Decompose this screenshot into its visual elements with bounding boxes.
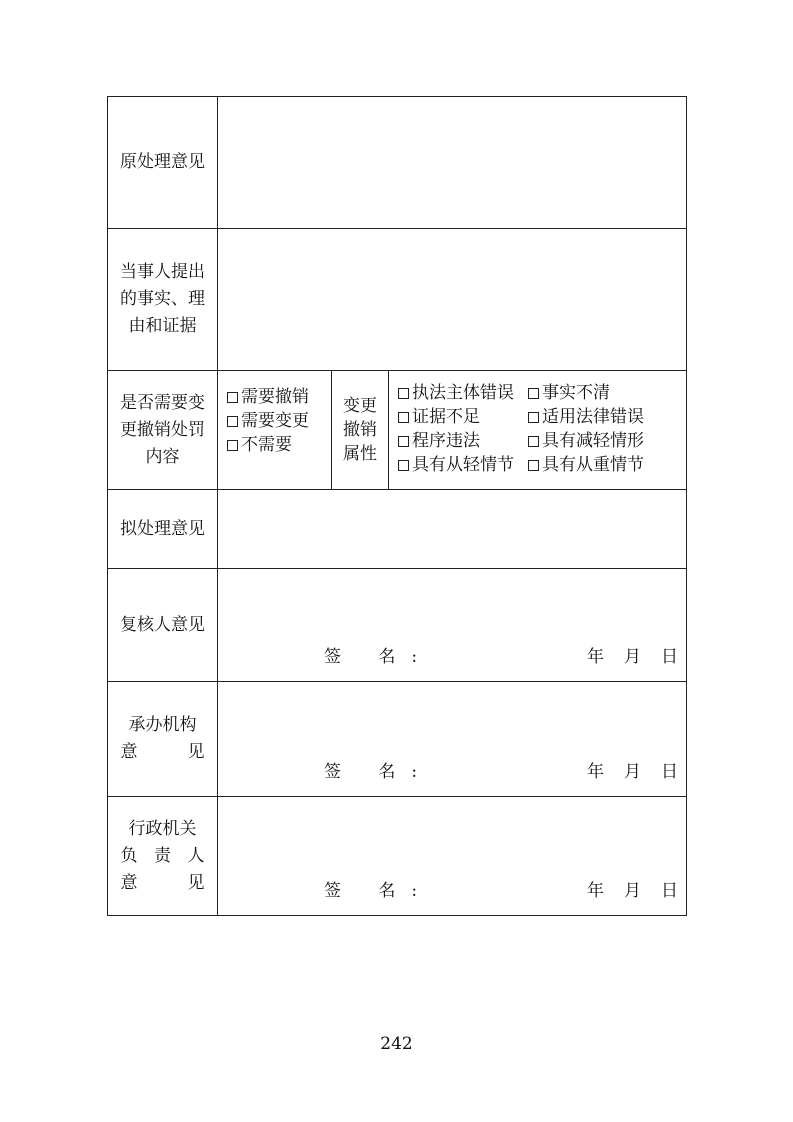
checkbox-icon[interactable] [528,412,539,423]
option-modify[interactable] [227,409,331,433]
attr-lenient-circumstance[interactable] [398,453,528,477]
label-char: 负 [120,845,138,866]
label-char: 责 [154,845,171,866]
agency-head-label-line: 行政机关 [128,818,197,839]
day-label: 日 [661,762,678,782]
agency-head-field[interactable] [218,797,686,915]
review-form-table [107,96,687,916]
checkbox-icon[interactable] [528,436,539,447]
year-label: 年 [587,762,604,782]
row-party-facts [108,229,686,371]
page-number: 242 [380,1034,413,1054]
checkbox-icon[interactable] [398,460,409,471]
sign-label: 签 名: [324,647,434,667]
date-labels [587,757,678,782]
attr-label: 具有从轻情节 [412,455,514,475]
attr-label: 具有从重情节 [542,455,644,475]
row-reviewer [108,569,686,682]
checkbox-icon[interactable] [528,460,539,471]
label-char: 见 [187,872,205,893]
attr-label: 执法主体错误 [412,383,514,403]
label-char: 见 [187,742,205,762]
sign-label: 签 名: [324,762,434,782]
party-facts-label-line: 由和证据 [128,316,197,336]
sign-label: 签 名: [324,881,434,901]
day-label: 日 [661,881,678,901]
party-facts-label-line: 当事人提出 [120,262,205,282]
attr-label: 适用法律错误 [542,407,644,427]
handling-org-label [108,682,218,796]
checkbox-icon[interactable] [227,392,238,403]
original-opinion-label: 原处理意见 [108,97,218,228]
label-char: 人 [187,845,205,866]
proposed-opinion-field[interactable] [218,490,686,568]
change-needed-label-line: 是否需要变 [120,392,205,413]
agency-head-label [108,797,218,915]
row-original-opinion [108,97,686,229]
change-attributes-grid [398,381,686,477]
party-facts-field[interactable] [218,229,686,370]
change-attr-label-line: 撤销 [343,420,377,440]
checkbox-icon[interactable] [398,412,409,423]
handling-org-label-line [121,739,205,766]
row-handling-org [108,682,686,797]
checkbox-icon[interactable] [398,388,409,399]
original-opinion-field[interactable] [218,97,686,228]
attr-label: 事实不清 [542,383,610,403]
agency-head-label-line [121,843,205,870]
checkbox-icon[interactable] [528,388,539,399]
attr-facts-unclear[interactable] [528,381,658,405]
checkbox-icon[interactable] [227,416,238,427]
attr-label: 具有减轻情形 [542,431,644,451]
year-label: 年 [587,881,604,901]
date-labels [587,642,678,667]
attr-label: 证据不足 [412,407,480,427]
option-label: 需要撤销 [241,387,309,407]
change-needed-label [108,371,218,489]
reviewer-field[interactable] [218,569,686,681]
attr-label: 程序违法 [412,431,480,451]
row-agency-head [108,797,686,915]
year-label: 年 [587,647,604,667]
agency-head-label-line [121,870,205,897]
checkbox-icon[interactable] [227,440,238,451]
change-options-group [218,371,332,489]
row-change-needed [108,371,686,490]
attr-aggravating-circumstance[interactable] [528,453,658,477]
party-facts-label-line: 的事实、理 [120,289,205,309]
month-label: 月 [624,881,641,901]
attr-insufficient-evidence[interactable] [398,405,528,429]
option-label: 不需要 [241,435,292,455]
label-char: 意 [120,872,138,893]
row-proposed-opinion [108,490,686,569]
option-label: 需要变更 [241,411,309,431]
change-attr-label-line: 变更 [343,396,377,416]
attr-enforcement-subject-error[interactable] [398,381,528,405]
label-char: 意 [120,742,138,762]
change-needed-label-line: 更撤销处罚 [120,419,205,440]
change-attr-label-line: 属性 [343,444,377,464]
attr-law-application-error[interactable] [528,405,658,429]
handling-org-label-line: 承办机构 [128,715,197,735]
day-label: 日 [661,647,678,667]
attr-mitigating-circumstance[interactable] [528,429,658,453]
option-revoke[interactable] [227,385,331,409]
change-attr-label [332,371,389,489]
handling-org-field[interactable] [218,682,686,796]
attr-procedure-violation[interactable] [398,429,528,453]
party-facts-label [108,229,218,370]
reviewer-label: 复核人意见 [108,569,218,681]
month-label: 月 [624,762,641,782]
checkbox-icon[interactable] [398,436,409,447]
date-labels [587,876,678,901]
proposed-opinion-label: 拟处理意见 [108,490,218,568]
change-needed-label-line: 内容 [145,446,180,467]
option-not-needed[interactable] [227,433,331,457]
month-label: 月 [624,647,641,667]
